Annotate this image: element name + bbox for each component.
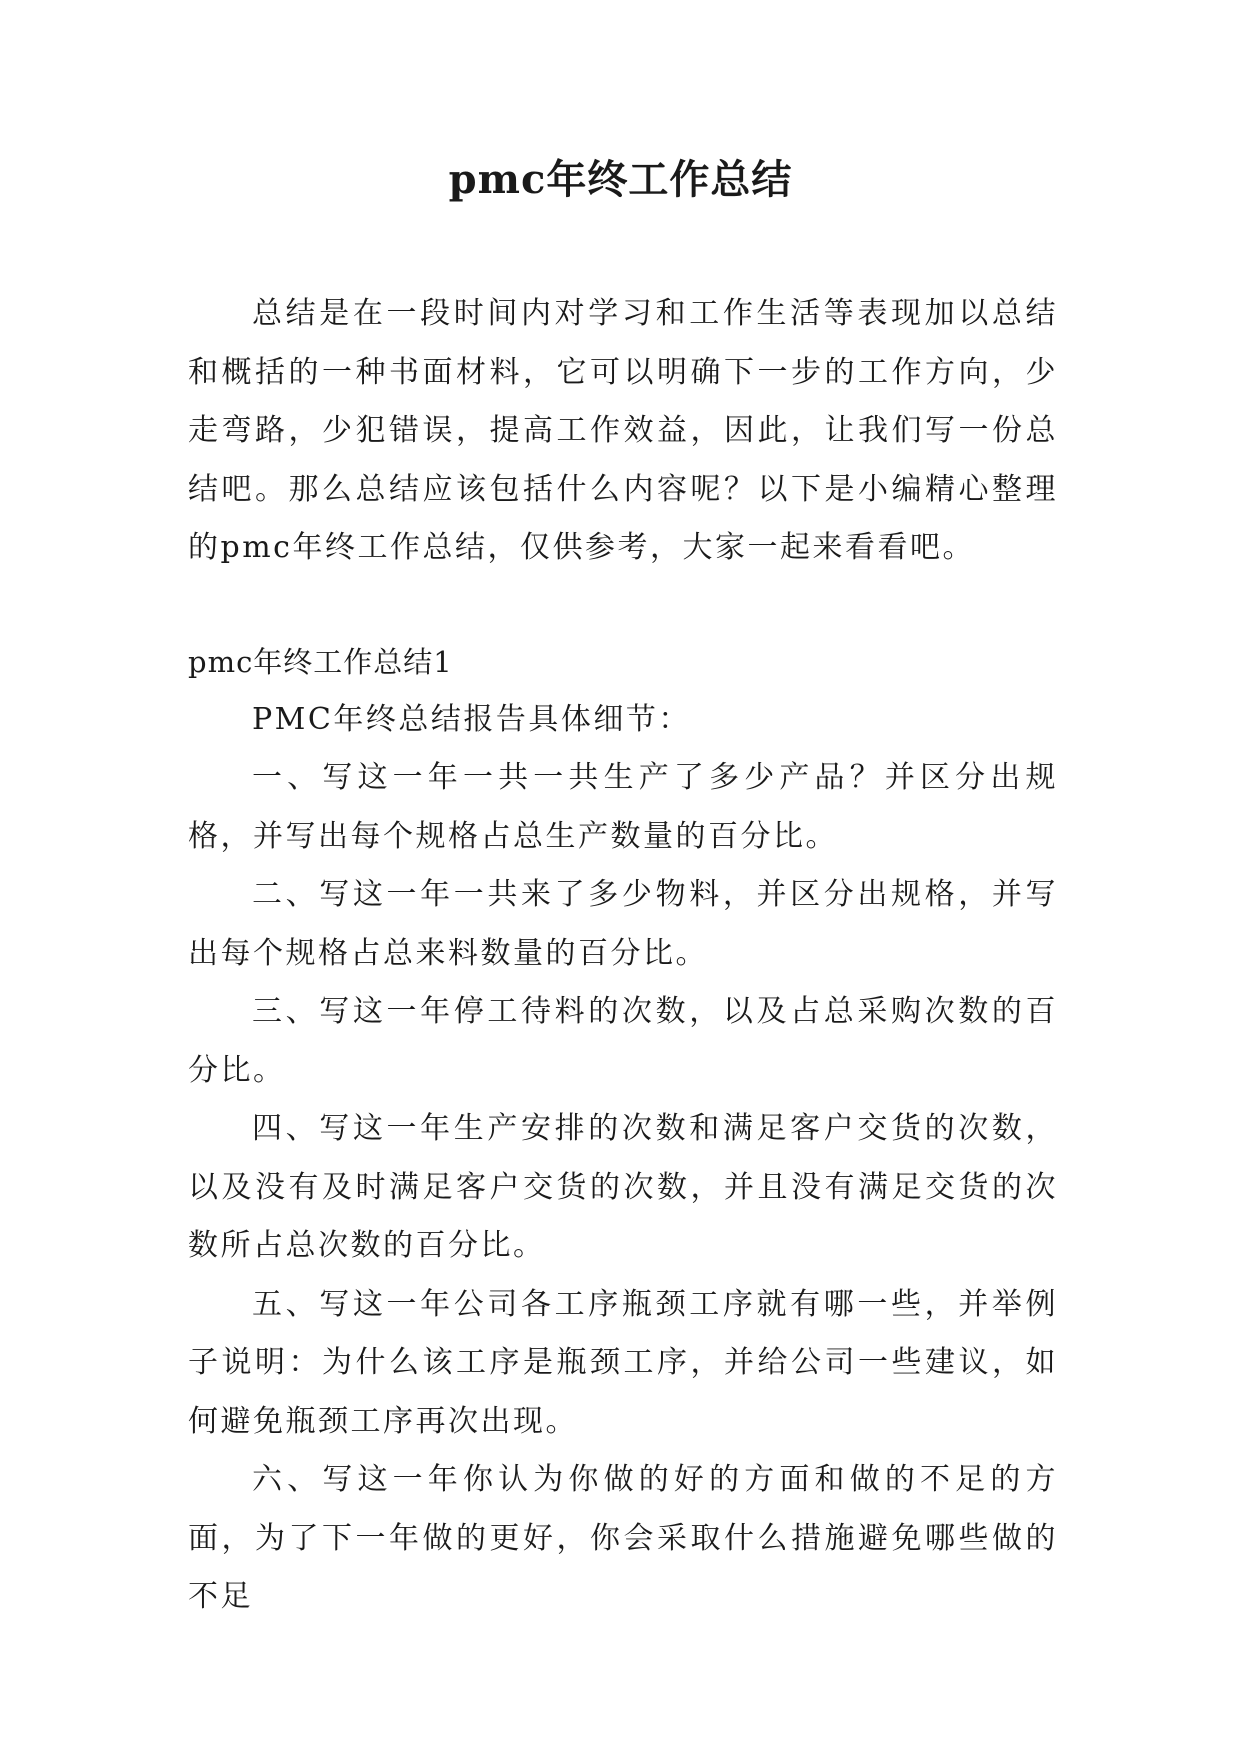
paragraph-item-1: 一、写这一年一共一共生产了多少产品？并区分出规格，并写出每个规格占总生产数量的百分比。 — [188, 760, 1058, 854]
paragraph-item-3: 三、写这一年停工待料的次数，以及占总采购次数的百分比。 — [188, 994, 1058, 1088]
paragraph-item-2: 二、写这一年一共来了多少物料，并区分出规格，并写出每个规格占总来料数量的百分比。 — [188, 877, 1058, 971]
intro-paragraph: 总结是在一段时间内对学习和工作生活等表现加以总结和概括的一种书面材料，它可以明确下一步的工作方向，少走弯路，少犯错误，提高工作效益，因此，让我们写一份总结吧。那么总结应该包括什么内容呢？以下是小编精心整理的pmc年终工作总结，仅供参考，大家一起来看看吧。 — [188, 296, 1058, 565]
document-body — [188, 285, 1058, 1627]
paragraph-item-6: 六、写这一年你认为你做的好的方面和做的不足的方面，为了下一年做的更好，你会采取什么措施避免哪些做的不足 — [188, 1462, 1058, 1614]
paragraph-item-5: 五、写这一年公司各工序瓶颈工序就有哪一些，并举例子说明：为什么该工序是瓶颈工序，并给公司一些建议，如何避免瓶颈工序再次出现。 — [188, 1286, 1058, 1439]
page-title: pmc年终工作总结 — [448, 156, 793, 203]
paragraph-report-details: PMC年终总结报告具体细节： — [252, 701, 691, 737]
section-heading: pmc年终工作总结1 — [188, 644, 453, 679]
paragraph-item-4: 四、写这一年生产安排的次数和满足客户交货的次数，以及没有及时满足客户交货的次数，并且没有满足交货的次数所占总次数的百分比。 — [188, 1111, 1058, 1263]
